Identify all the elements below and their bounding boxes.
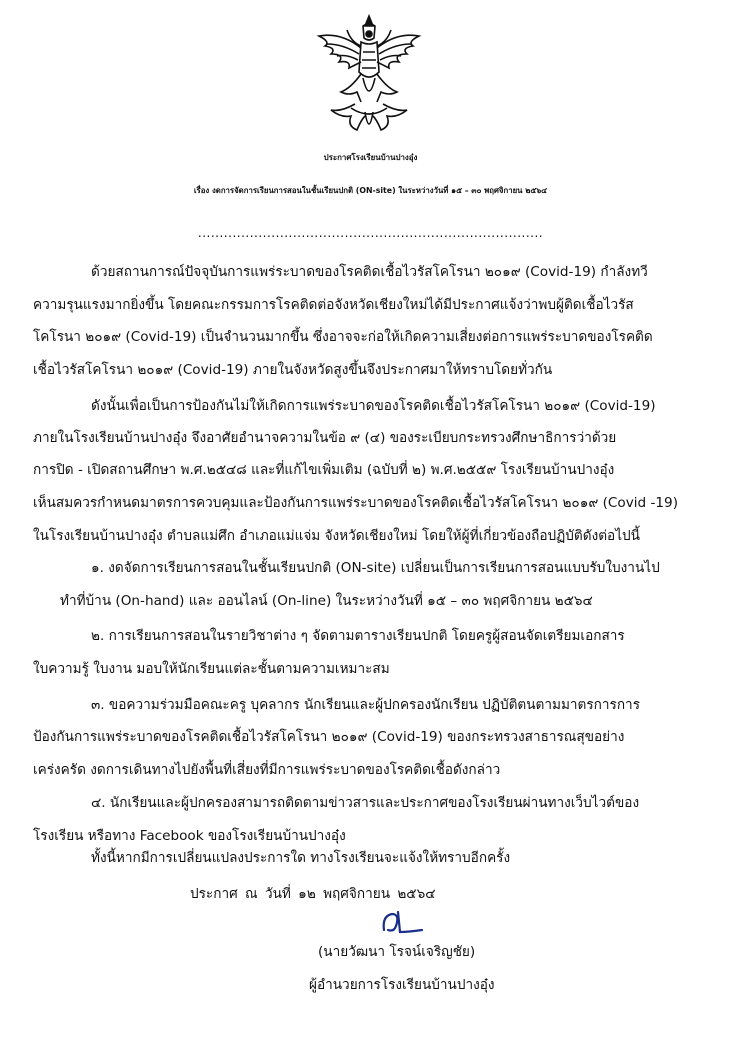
list-item-continuation: ทำที่บ้าน (On-hand) และ ออนไลน์ (On-line) ในระหว่างวันที่ ๑๕ – ๓๐ พฤศจิกายน ๒๕๖๔ xyxy=(60,593,593,609)
paragraph-line: ในโรงเรียนบ้านปางอุ๋ง ตำบลแม่ศึก อำเภอแม่แจ่ม จังหวัดเชียงใหม่ โดยให้ผู้ที่เกี่ยวข้องถือปฏิบัติดังต่อไปนี้ xyxy=(33,528,640,544)
paragraph-line: ภายในโรงเรียนบ้านปางอุ๋ง จึงอาศัยอำนาจความในข้อ ๙ (๔) ของระเบียบกระทรวงศึกษาธิการว่าด้วย xyxy=(33,430,617,446)
paragraph-line: เชื้อไวรัสโคโรนา ๒๐๑๙ (Covid-19) ภายในจังหวัดสูงขึ้นจึงประกาศมาให้ทราบโดยทั่วกัน xyxy=(33,362,553,378)
dotted-separator: ................................................................................ xyxy=(197,226,544,240)
list-item-continuation: ป้องกันการแพร่ระบาดของโรคติดเชื้อไวรัสโคโรนา ๒๐๑๙ (Covid-19) ของกระทรวงสาธารณสุขอย่าง xyxy=(33,729,625,745)
list-item: ๓. ขอความร่วมมือคณะครู บุคลากร นักเรียนและผู้ปกครองนักเรียน ปฏิบัติตนตามมาตรการการ xyxy=(91,697,640,713)
list-item-continuation: เคร่งครัด งดการเดินทางไปยังพื้นที่เสี่ยงที่มีการแพร่ระบาดของโรคติดเชื้อดังกล่าว xyxy=(33,762,501,778)
list-item: ๑. งดจัดการเรียนการสอนในชั้นเรียนปกติ (ON-site) เปลี่ยนเป็นการเรียนการสอนแบบรับใบงานไป xyxy=(91,560,660,576)
list-item: ๒. การเรียนการสอนในรายวิชาต่าง ๆ จัดตามตารางเรียนปกติ โดยครูผู้สอนจัดเตรียมเอกสาร xyxy=(91,628,625,644)
signature-icon xyxy=(378,908,426,938)
document-title: ประกาศโรงเรียนบ้านปางอุ๋ง xyxy=(323,153,418,162)
paragraph-line: การปิด - เปิดสถานศึกษา พ.ศ.๒๕๔๘ และที่แก้ไขเพิ่มเติม (ฉบับที่ ๒) พ.ศ.๒๕๕๙ โรงเรียนบ้านปางอุ๋ง xyxy=(33,462,615,478)
closing-statement: ทั้งนี้หากมีการเปลี่ยนแปลงประการใด ทางโรงเรียนจะแจ้งให้ทราบอีกครั้ง xyxy=(91,850,511,866)
document-subject: เรื่อง งดการจัดการเรียนการสอนในชั้นเรียนปกติ (ON-site) ในระหว่างวันที่ ๑๕ – ๓๐ พฤศจิกายน ๒๕๖๔ xyxy=(193,186,548,195)
signer-name: (นายวัฒนา โรจน์เจริญชัย) xyxy=(318,944,476,960)
list-item-continuation: ใบความรู้ ใบงาน มอบให้นักเรียนแต่ละชั้นตามความเหมาะสม xyxy=(33,661,390,677)
list-item-continuation: โรงเรียน หรือทาง Facebook ของโรงเรียนบ้านปางอุ๋ง xyxy=(33,828,346,844)
announcement-date: ประกาศ ณ วันที่ ๑๒ พฤศจิกายน ๒๕๖๔ xyxy=(190,886,436,902)
paragraph-line: โคโรนา ๒๐๑๙ (Covid-19) เป็นจำนวนมากขึ้น ซึ่งอาจจะก่อให้เกิดความเสี่ยงต่อการแพร่ระบาดของโรคติด xyxy=(33,329,653,345)
signer-position: ผู้อำนวยการโรงเรียนบ้านปางอุ๋ง xyxy=(309,977,495,993)
paragraph-line: ดังนั้นเพื่อเป็นการป้องกันไม่ให้เกิดการแพร่ระบาดของโรคติดเชื้อไวรัสโคโรนา ๒๐๑๙ (Covid-19) xyxy=(91,398,656,414)
paragraph-line: เห็นสมควรกำหนดมาตรการควบคุมและป้องกันการแพร่ระบาดของโรคติดเชื้อไวรัสโคโรนา ๒๐๑๙ (Covid -19) xyxy=(33,495,679,511)
paragraph-line: ความรุนแรงมากยิ่งขึ้น โดยคณะกรรมการโรคติดต่อจังหวัดเชียงใหม่ได้มีประกาศแจ้งว่าพบผู้ติดเชื้อไวรัส xyxy=(33,297,634,313)
paragraph-line: ด้วยสถานการณ์ปัจจุบันการแพร่ระบาดของโรคติดเชื้อไวรัสโคโรนา ๒๐๑๙ (Covid-19) กำลังทวี xyxy=(91,264,648,280)
list-item: ๔. นักเรียนและผู้ปกครองสามารถติดตามข่าวสารและประกาศของโรงเรียนผ่านทางเว็บไวต์ของ xyxy=(91,795,640,811)
garuda-emblem-icon xyxy=(311,12,427,140)
